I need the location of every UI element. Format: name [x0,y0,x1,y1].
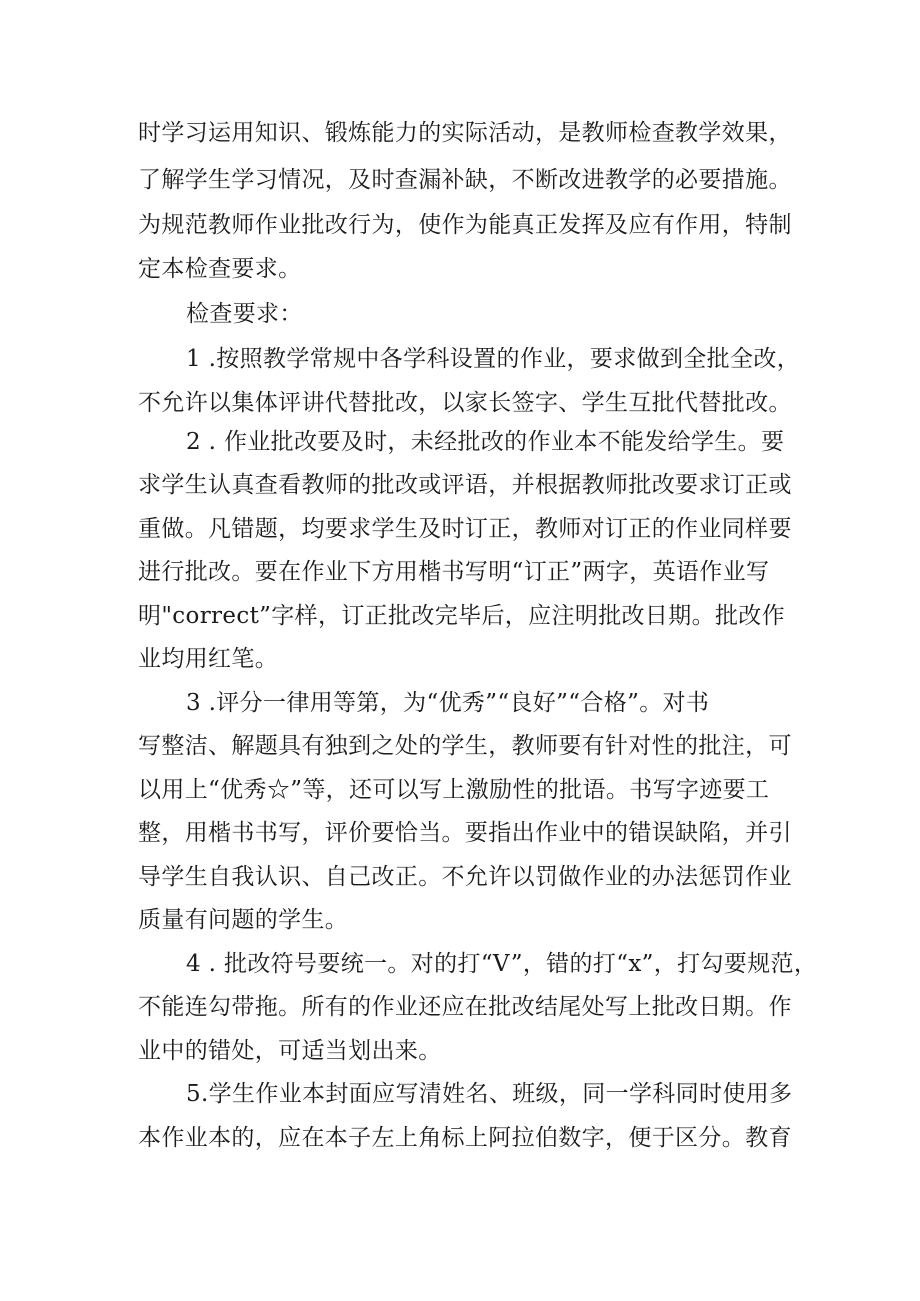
text-line: 1 .按照教学常规中各学科设置的作业，要求做到全批全改， [186,346,801,372]
text-line: 整，用楷书书写，评价要恰当。要指出作业中的错误缺陷，并引 [138,820,792,846]
text-line: 5.学生作业本封面应写清姓名、班级，同一学科同时使用多 [186,1081,793,1107]
text-line: 定本检查要求。 [138,256,302,282]
text-line: 写整洁、解题具有独到之处的学生，教师要有针对性的批注，可 [138,733,792,759]
text-line: 重做。凡错题，均要求学生及时订正，教师对订正的作业同样要 [138,516,792,542]
section-heading: 检查要求： [186,301,303,327]
text-line: 4 . 批改符号要统一。对的打“V”，错的打“x”，打勾要规范， [186,951,818,977]
text-line: 业中的错处，可适当划出来。 [138,1038,442,1064]
text-line: 不能连勾带拖。所有的作业还应在批改结尾处写上批改日期。作 [138,994,792,1020]
text-line: 2 . 作业批改要及时，未经批改的作业本不能发给学生。要 [186,429,785,455]
text-line: 业均用红笔。 [138,646,279,672]
text-line: 质量有问题的学生。 [138,907,349,933]
text-line: 不允许以集体评讲代替批改，以家长签字、学生互批代替批改。 [138,390,792,416]
text-line: 以用上“优秀☆”等，还可以写上激励性的批语。书写字迹要工 [138,777,770,803]
text-line: 本作业本的，应在本子左上角标上阿拉伯数字，便于区分。教育 [138,1125,792,1151]
text-line: 3 .评分一律用等第，为“优秀”“良好”“合格”。对书 [186,690,710,716]
text-line: 明"correct”字样，订正批改完毕后，应注明批改日期。批改作 [138,603,785,629]
text-line: 导学生自我认识、自己改正。不允许以罚做作业的办法惩罚作业 [138,864,792,890]
text-line: 求学生认真查看教师的批改或评语，并根据教师批改要求订正或 [138,472,792,498]
text-line: 了解学生学习情况，及时查漏补缺，不断改进教学的必要措施。 [138,167,792,193]
text-line: 进行批改。要在作业下方用楷书写明“订正”两字，英语作业写 [138,559,770,585]
text-line: 为规范教师作业批改行为，使作为能真正发挥及应有作用，特制 [138,212,792,238]
text-line: 时学习运用知识、锻炼能力的实际活动，是教师检查教学效果， [138,120,792,146]
